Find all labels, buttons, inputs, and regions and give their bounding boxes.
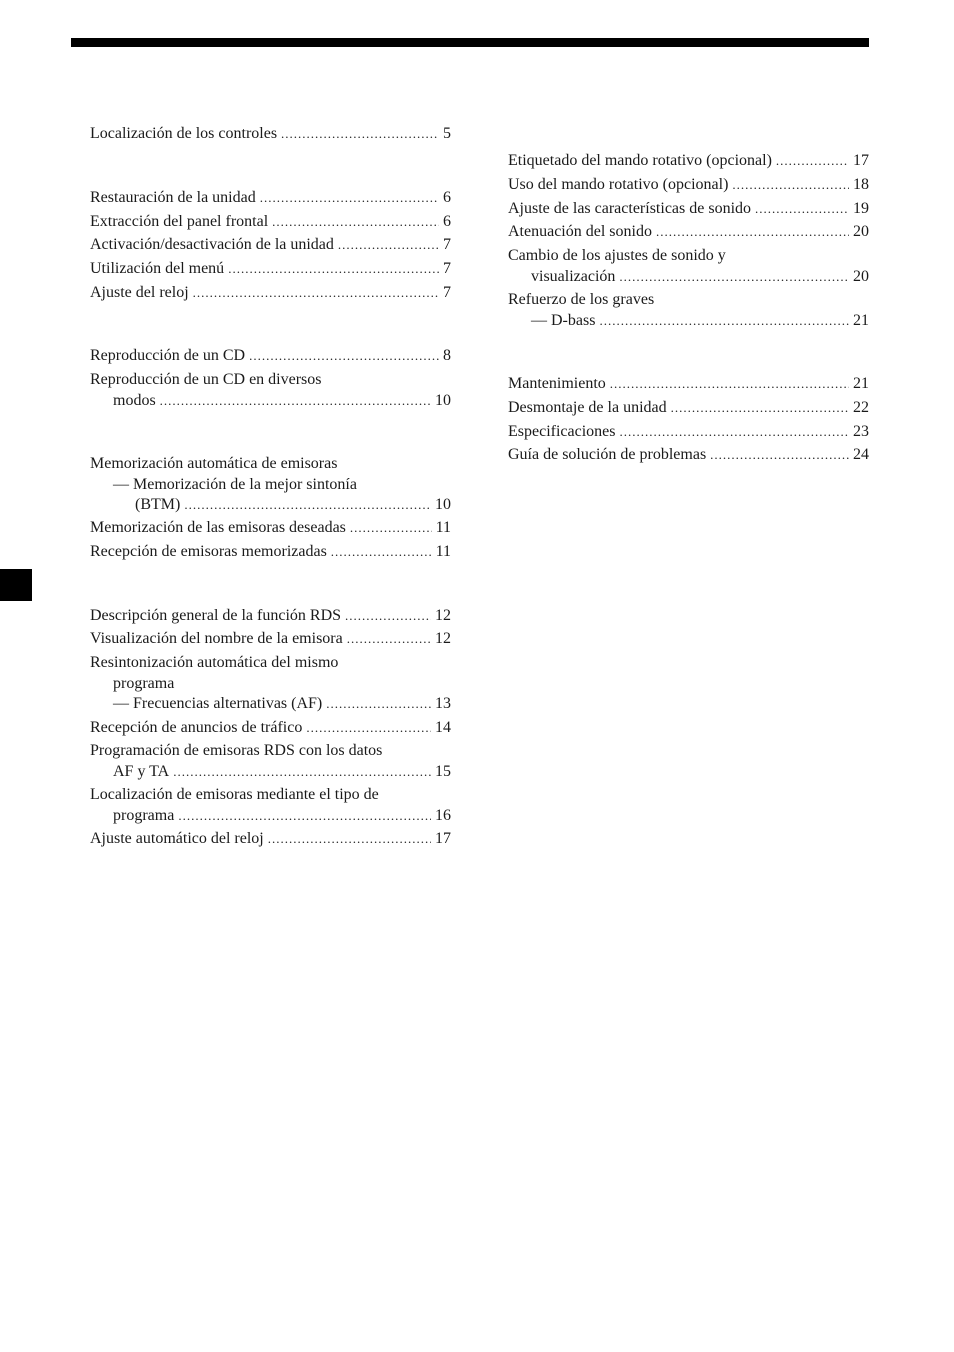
toc-entry[interactable]: Restauración de la unidad ..... 6 [90,188,451,209]
toc-entry[interactable]: Ajuste del reloj ..... 7 [90,283,451,304]
toc-entry[interactable]: Especificaciones ..... 23 [508,422,869,443]
toc-entry[interactable]: Uso del mando rotativo (opcional) ..... 18 [508,175,869,196]
side-tab-marker [0,569,32,601]
toc-entry[interactable]: Reproducción de un CD en diversos modos ..... 10 [90,370,451,411]
toc-entry[interactable]: Descripción general de la función RDS ..... 12 [90,606,451,627]
toc-entry[interactable]: Cambio de los ajustes de sonido y visualización ..... 20 [508,246,869,287]
toc-entry[interactable]: Recepción de anuncios de tráfico ..... 14 [90,718,451,739]
toc-entry[interactable]: Etiquetado del mando rotativo (opcional) ..... 17 [508,151,869,172]
toc-entry[interactable]: Resintonización automática del mismo programa — Frecuencias alternativas (AF) ..... 13 [90,653,451,715]
toc-entry[interactable]: Guía de solución de problemas ..... 24 [508,445,869,466]
toc-entry[interactable]: Reproducción de un CD ..... 8 [90,346,451,367]
toc-entry[interactable]: Atenuación del sonido ..... 20 [508,222,869,243]
toc-entry[interactable]: Desmontaje de la unidad ..... 22 [508,398,869,419]
toc-entry[interactable]: Activación/desactivación de la unidad ..... 7 [90,235,451,256]
toc-entry[interactable]: Visualización del nombre de la emisora ..... 12 [90,629,451,650]
toc-entry[interactable]: Programación de emisoras RDS con los datos AF y TA ..... 15 [90,741,451,782]
toc-entry[interactable]: Localización de los controles ..... 5 [90,124,451,145]
toc-entry[interactable]: Ajuste automático del reloj ..... 17 [90,829,451,850]
toc-entry[interactable]: Localización de emisoras mediante el tipo de programa ..... 16 [90,785,451,826]
toc-entry[interactable]: Recepción de emisoras memorizadas ..... 11 [90,542,451,563]
toc-entry[interactable]: Ajuste de las características de sonido ..... 19 [508,199,869,220]
top-rule [71,38,869,47]
toc-entry[interactable]: Memorización de las emisoras deseadas ..... 11 [90,518,451,539]
toc-entry[interactable]: Memorización automática de emisoras — Memorización de la mejor sintonía (BTM) ..... 10 [90,454,451,516]
toc-entry[interactable]: Extracción del panel frontal ..... 6 [90,212,451,233]
toc-entry[interactable]: Utilización del menú ..... 7 [90,259,451,280]
toc-entry[interactable]: Refuerzo de los graves — D-bass ..... 21 [508,290,869,331]
toc-entry[interactable]: Mantenimiento ..... 21 [508,374,869,395]
